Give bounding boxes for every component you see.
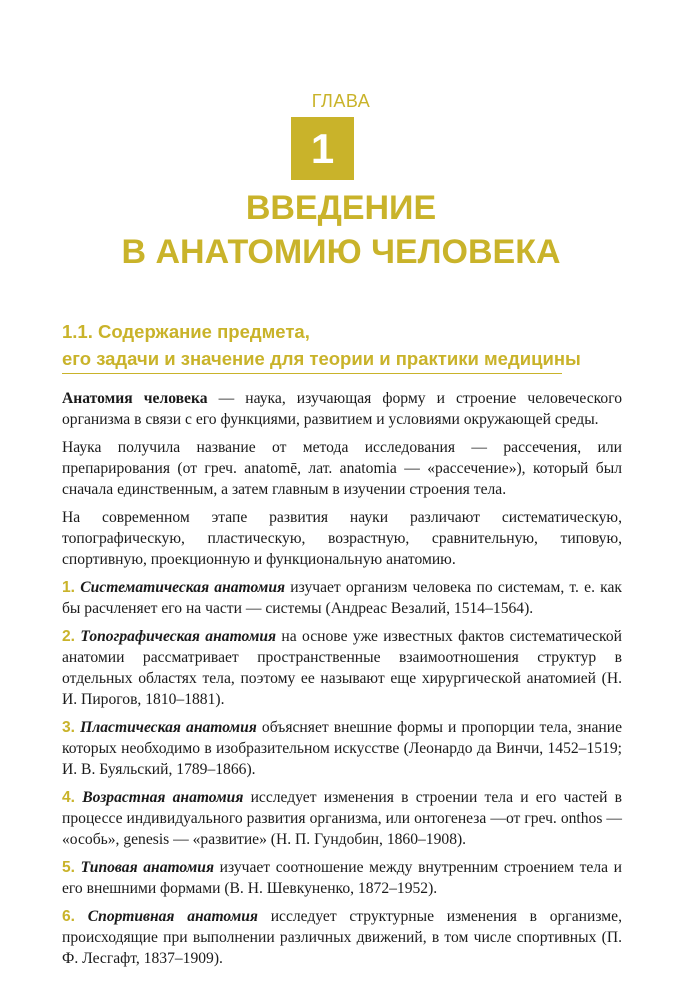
list-item-term: Топографическая анатомия <box>80 628 277 645</box>
list-item-term: Возрастная анатомия <box>82 789 244 806</box>
list-item-term: Спортивная анатомия <box>87 908 258 925</box>
list-item-number: 1. <box>62 579 76 596</box>
paragraph-etymology: Наука получила название от метода исследования — рассечения, или препарирования (от греч. anatomē, лат. anatomia — «рассечение»), который был сначала единственным, а затем главным в изучении строения тела. <box>62 439 622 498</box>
body-text <box>62 388 622 976</box>
list-item-text: исследует изменения в строении тела и его частей в процессе индивидуального развития организма, или онтогенеза —от греч. onthos — «особь», genesis — «развитие» (Н. П. Гундобин, 1860–1908). <box>62 789 622 848</box>
chapter-number-box <box>291 117 354 180</box>
list-item-number: 5. <box>62 859 76 876</box>
list-item-text: исследует структурные изменения в организме, происходящие при выполнении различных движений, в том числе спортивных (П. Ф. Лесгафт, 1837–1909). <box>62 908 622 967</box>
list-item <box>62 906 622 969</box>
list-item <box>62 717 622 780</box>
list-item-text: на основе уже известных фактов систематической анатомии рассматривает пространственные взаимоотношения структур в отдельных областях тела, поэтому ее называют еще хирургической анатомией (Н. И. Пирогов, 1810–1881). <box>62 628 622 708</box>
list-item-term: Пластическая анатомия <box>80 719 257 736</box>
chapter-number: 1 <box>310 124 335 172</box>
list-item <box>62 857 622 899</box>
chapter-label: ГЛАВА <box>311 91 371 111</box>
list-item-number: 6. <box>62 908 76 925</box>
chapter-title-line-2: В АНАТОМИЮ ЧЕЛОВЕКА <box>121 233 561 271</box>
paragraph-definition <box>62 388 622 430</box>
chapter-title <box>0 186 682 274</box>
list-item <box>62 626 622 710</box>
paragraph-text: — наука, изучающая форму и строение человеческого организма в связи с его функциями, развитием и условиями окружающей среды. <box>62 390 623 428</box>
section-heading-line-1: 1.1. Содержание предмета, <box>62 321 310 342</box>
list-item <box>62 787 622 850</box>
section-heading-line-2: его задачи и значение для теории и практики медицины <box>62 348 581 369</box>
list-item-text: изучает организм человека по системам, т. е. как бы расчленяет его на части — системы (Андреас Везалий, 1514–1564). <box>62 579 622 617</box>
paragraph-term: Анатомия человека <box>62 390 208 407</box>
chapter-title-line-1: ВВЕДЕНИЕ <box>245 189 437 227</box>
list-item-number: 4. <box>62 789 76 806</box>
section-heading <box>62 318 581 374</box>
list-item-number: 3. <box>62 719 76 736</box>
paragraph-types: На современном этапе развития науки различают систематическую, топографическую, пластическую, возрастную, сравнительную, типовую, спортивную, проекционную и функциональную анатомию. <box>62 509 622 568</box>
list-item-term: Типовая анатомия <box>80 859 215 876</box>
list-item-text: изучает соотношение между внутренним строением тела и его внешними формами (В. Н. Шевкуненко, 1872–1952). <box>62 859 622 897</box>
list-item-text: объясняет внешние формы и пропорции тела, знание которых необходимо в изобразительном искусстве (Леонардо да Винчи, 1452–1519; И. В. Буяльский, 1789–1866). <box>62 719 623 778</box>
list-item <box>62 577 622 619</box>
list-item-number: 2. <box>62 628 76 645</box>
list-item-term: Систематическая анатомия <box>80 579 286 596</box>
